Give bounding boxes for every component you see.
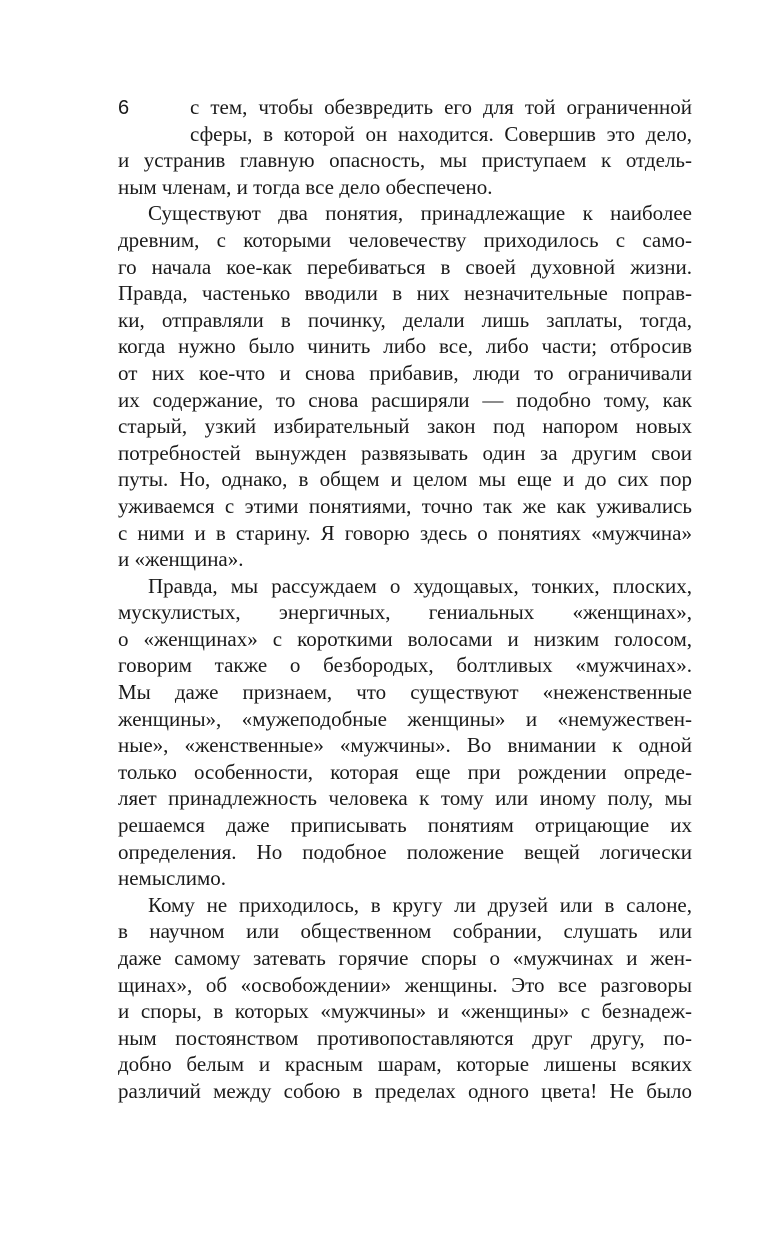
text-line: ным членам, и тогда все дело обеспечено. (118, 174, 493, 199)
text-line: и «женщина». (118, 547, 244, 572)
text-line: от них кое-что и снова прибавив, люди то ограничивали (118, 360, 692, 385)
text-line: в научном или общественном собрании, слушать или (118, 919, 692, 944)
text-line: древним, с которыми человечеству приходилось с само- (118, 227, 692, 252)
text-line: различий между собою в пределах одного цвета! Не было (118, 1078, 692, 1103)
text-line: сферы, в которой он находится. Совершив это дело, (190, 121, 692, 146)
page-number: 6 (118, 97, 130, 119)
text-line: когда нужно было чинить либо все, либо части; отбросив (118, 334, 692, 359)
text-line: даже самому затевать горячие споры о «мужчинах и жен- (118, 946, 692, 970)
paragraph-2 (118, 573, 692, 892)
text-line: немыслимо. (118, 866, 227, 891)
text-line: только особенности, которая еще при рождении опреде- (118, 759, 692, 784)
text-line: и споры, в которых «мужчины» и «женщины» с безнадеж- (118, 999, 692, 1024)
text-line: старый, узкий избирательный закон под напором новых (118, 414, 692, 439)
text-line: с тем, чтобы обезвредить его для той ограниченной (190, 95, 692, 119)
text-line: Кому не приходилось, в кругу ли друзей или в салоне, (148, 892, 692, 917)
text-line: мускулистых, энергичных, гениальных «женщинах», (118, 600, 692, 625)
text-line: женщины», «мужеподобные женщины» и «немужествен- (118, 706, 692, 731)
page-body (118, 94, 692, 1105)
text-line: о «женщинах» с короткими волосами и низким голосом, (118, 626, 692, 651)
text-line: с ними и в старину. Я говорю здесь о понятиях «мужчина» (118, 520, 692, 545)
text-line: определения. Но подобное положение вещей логически (118, 839, 692, 864)
intro-fragment (118, 94, 692, 200)
text-line: ки, отправляли в починку, делали лишь заплаты, тогда, (118, 307, 692, 332)
text-line: потребностей вынужден развязывать один за другим свои (118, 440, 692, 465)
text-line: добно белым и красным шарам, которые лишены всяких (118, 1052, 692, 1077)
text-line: уживаемся с этими понятиями, точно так же как уживались (118, 493, 692, 518)
text-line: ляет принадлежность человека к тому или иному полу, мы (118, 786, 692, 811)
text-line: решаемся даже приписывать понятиям отрицающие их (118, 813, 692, 838)
text-line: их содержание, то снова расширяли — подобно тому, как (118, 387, 692, 412)
text-line: и устранив главную опасность, мы приступаем к отдель- (118, 148, 692, 173)
text-line: Мы даже признаем, что существуют «неженственные (118, 680, 692, 705)
text-line: Правда, мы рассуждаем о худощавых, тонких, плоских, (148, 573, 692, 598)
text-line: говорим также о безбородых, болтливых «мужчинах». (118, 653, 692, 678)
text-line: Правда, частенько вводили в них незначительные поправ- (118, 281, 692, 306)
text-line: щинах», об «освобождении» женщины. Это все разговоры (118, 972, 692, 997)
text-line: Существуют два понятия, принадлежащие к наиболее (148, 201, 692, 226)
paragraph-3 (118, 892, 692, 1105)
text-line: ные», «женственные» «мужчины». Во внимании к одной (118, 733, 692, 758)
paragraph-1 (118, 200, 692, 572)
text-line: путы. Но, однако, в общем и целом мы еще и до сих пор (118, 467, 692, 492)
text-line: го начала кое-как перебиваться в своей духовной жизни. (118, 254, 692, 279)
text-line: ным постоянством противопоставляются друг другу, по- (118, 1025, 692, 1050)
